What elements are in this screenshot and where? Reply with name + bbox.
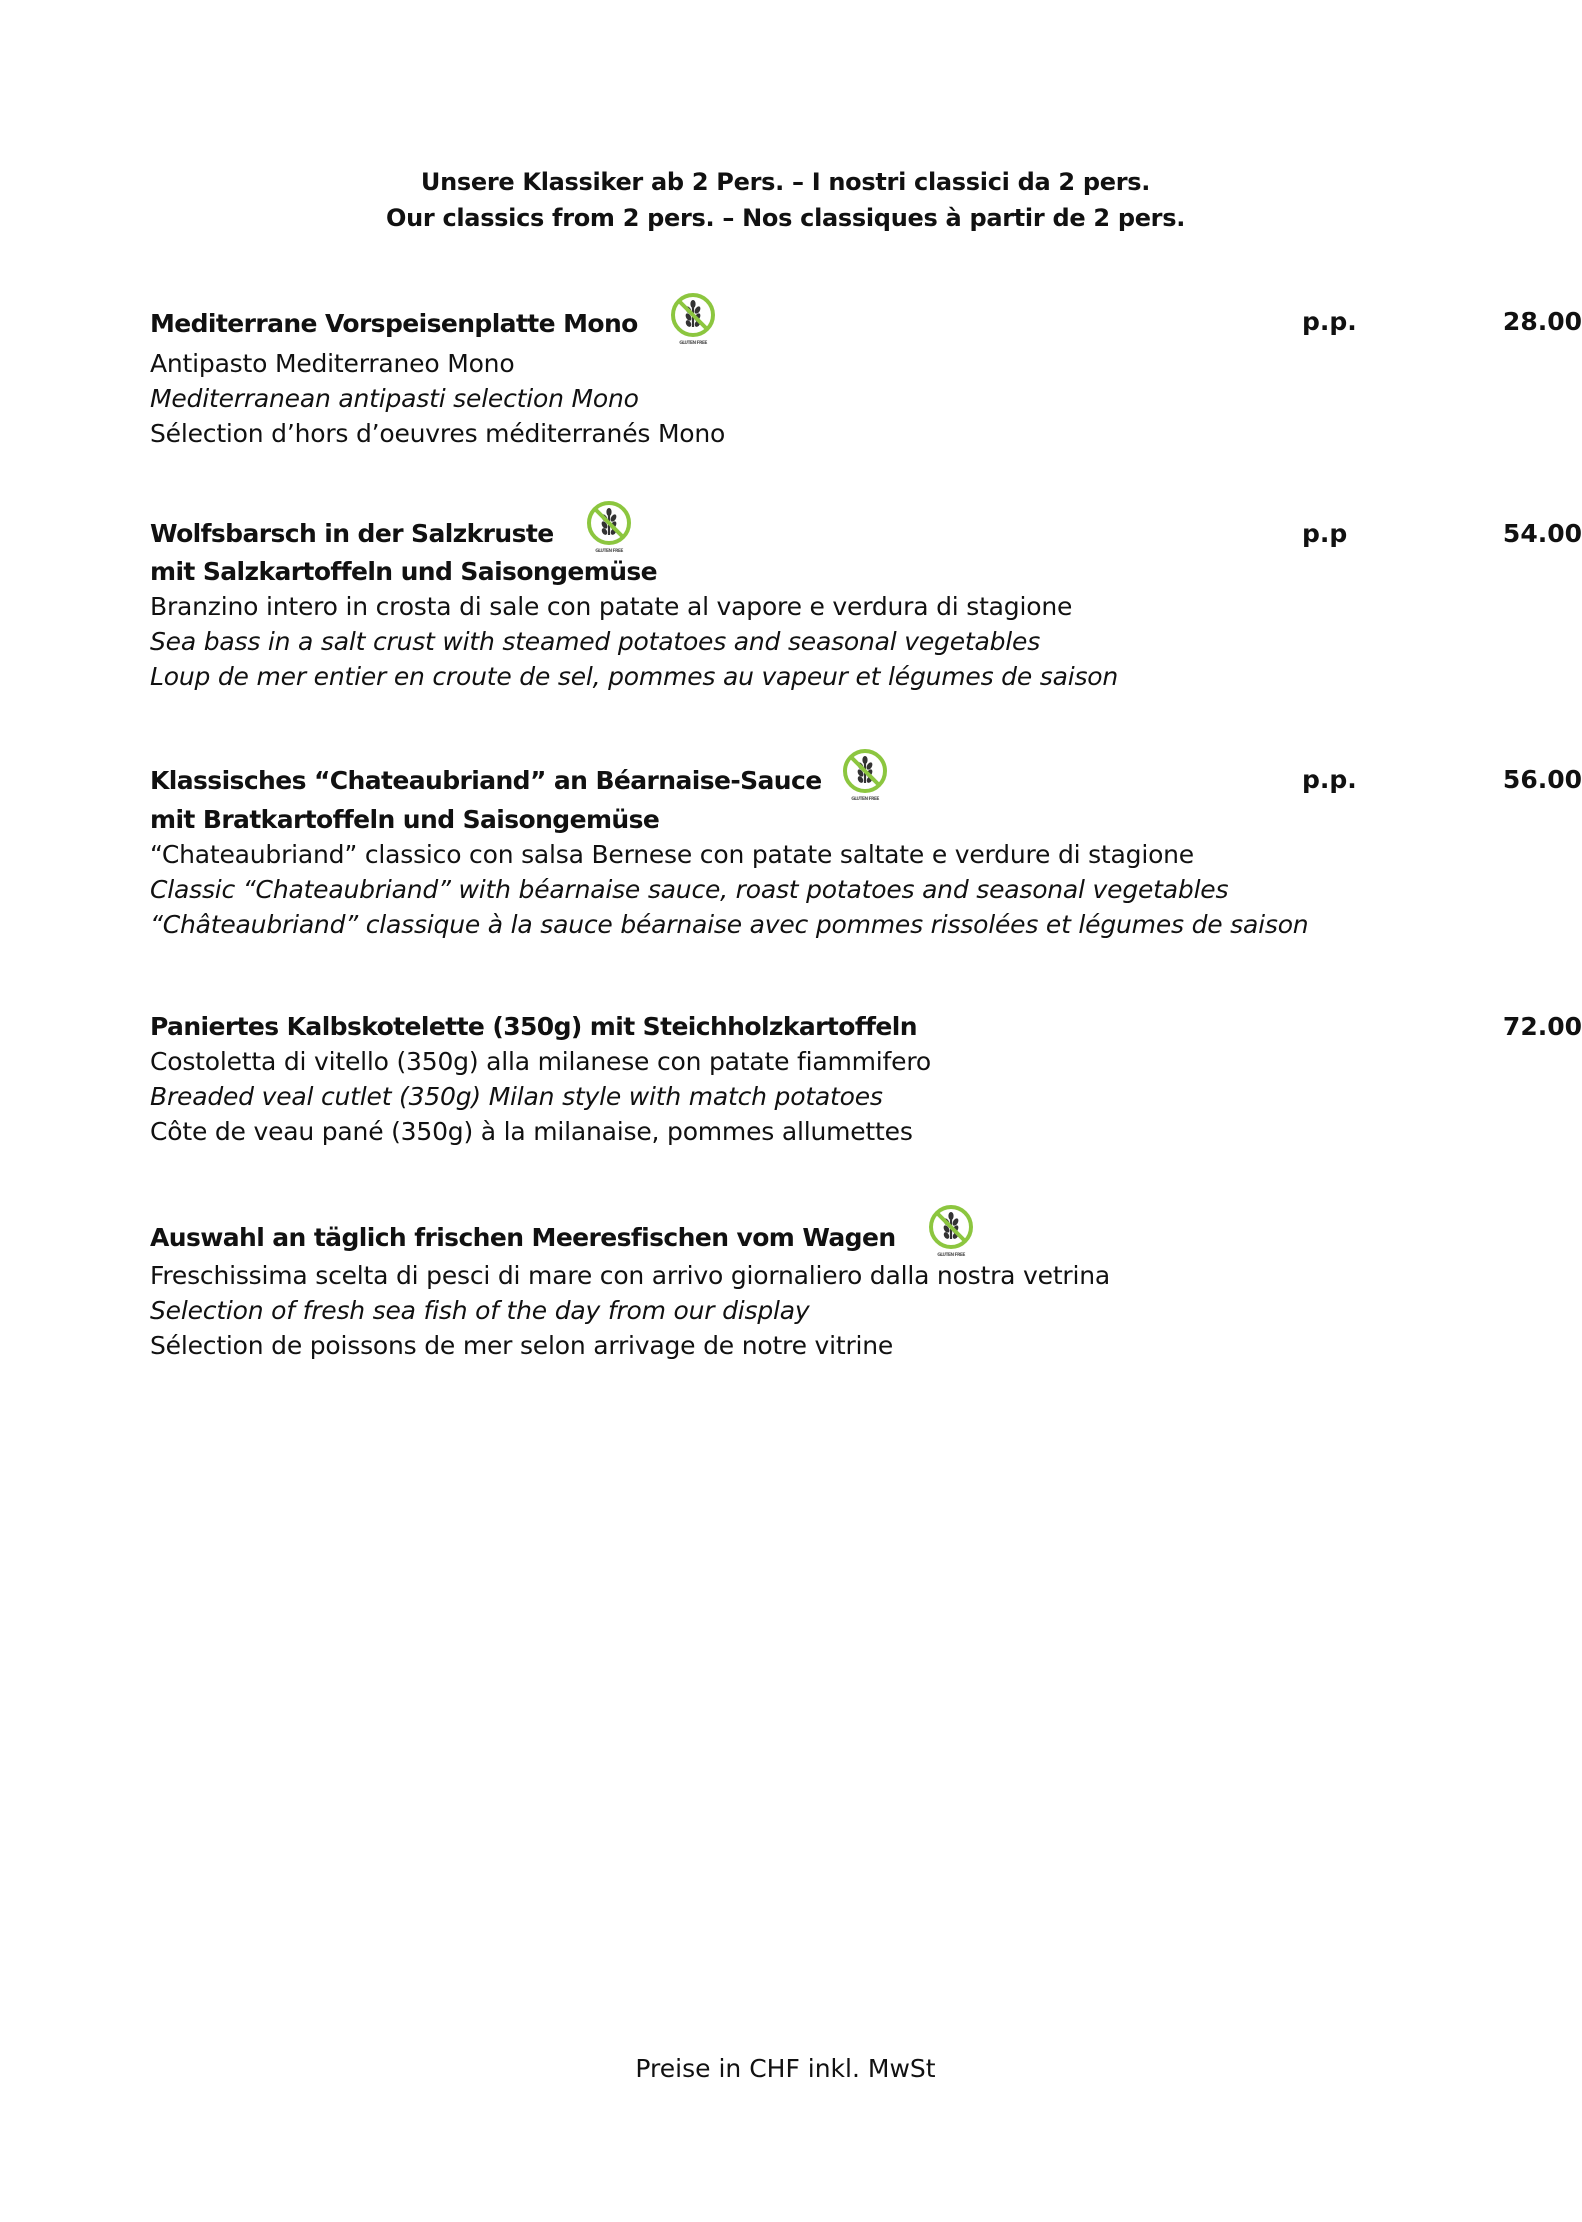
menu-item <box>150 762 1582 942</box>
menu-header <box>0 164 1571 236</box>
menu-item <box>150 1009 1582 1149</box>
header-line-2: Our classics from 2 pers. – Nos classiques à partir de 2 pers. <box>385 204 1186 232</box>
gluten-free-icon <box>584 500 634 554</box>
item-title: Klassisches “Chateaubriand” an Béarnaise-Sauce <box>150 766 822 795</box>
item-italian: “Chateaubriand” classico con salsa Bernese con patate saltate e verdure di stagione <box>150 840 1194 869</box>
menu-item <box>150 1220 1440 1363</box>
item-italian: Antipasto Mediterraneo Mono <box>150 349 515 378</box>
gluten-free-icon <box>668 292 718 346</box>
item-italian: Freschissima scelta di pesci di mare con arrivo giornaliero dalla nostra vetrina <box>150 1261 1111 1290</box>
price-note: Preise in CHF inkl. MwSt <box>635 2054 936 2083</box>
gluten-free-icon <box>840 748 890 802</box>
item-price: 72.00 <box>1502 1012 1582 1041</box>
item-french: Sélection d’hors d’oeuvres méditerranés Mono <box>150 419 726 448</box>
item-italian: Branzino intero in crosta di sale con patate al vapore e verdura di stagione <box>150 592 1073 621</box>
gluten-free-icon <box>926 1204 976 1258</box>
item-unit: p.p <box>1302 519 1348 548</box>
item-title: Mediterrane Vorspeisenplatte Mono <box>150 309 638 338</box>
item-price: 54.00 <box>1502 519 1582 548</box>
item-french: Sélection de poissons de mer selon arrivage de notre vitrine <box>150 1331 894 1360</box>
item-title-2: mit Bratkartoffeln und Saisongemüse <box>150 805 660 834</box>
menu-item <box>150 516 1582 694</box>
item-french: Côte de veau pané (350g) à la milanaise, pommes allumettes <box>150 1117 913 1146</box>
item-english: Breaded veal cutlet (350g) Milan style with match potatoes <box>150 1082 883 1111</box>
item-english: Sea bass in a salt crust with steamed potatoes and seasonal vegetables <box>150 627 1041 656</box>
item-english: Classic “Chateaubriand” with béarnaise sauce, roast potatoes and seasonal vegetables <box>150 875 1229 904</box>
item-price: 28.00 <box>1502 307 1582 336</box>
item-title: Paniertes Kalbskotelette (350g) mit Steichholzkartoffeln <box>150 1012 917 1041</box>
item-french: “Châteaubriand” classique à la sauce béarnaise avec pommes rissolées et légumes de saison <box>150 910 1309 939</box>
item-price: 56.00 <box>1502 765 1582 794</box>
item-title: Wolfsbarsch in der Salzkruste <box>150 519 554 548</box>
item-title-2: mit Salzkartoffeln und Saisongemüse <box>150 557 658 586</box>
item-title: Auswahl an täglich frischen Meeresfischen vom Wagen <box>150 1223 896 1252</box>
menu-item <box>150 304 1582 451</box>
item-english: Selection of fresh sea fish of the day from our display <box>150 1296 810 1325</box>
header-line-1: Unsere Klassiker ab 2 Pers. – I nostri classici da 2 pers. <box>420 168 1151 196</box>
item-french: Loup de mer entier en croute de sel, pommes au vapeur et légumes de saison <box>150 662 1119 691</box>
item-italian: Costoletta di vitello (350g) alla milanese con patate fiammifero <box>150 1047 931 1076</box>
item-english: Mediterranean antipasti selection Mono <box>150 384 639 413</box>
item-unit: p.p. <box>1302 765 1357 794</box>
item-unit: p.p. <box>1302 307 1357 336</box>
